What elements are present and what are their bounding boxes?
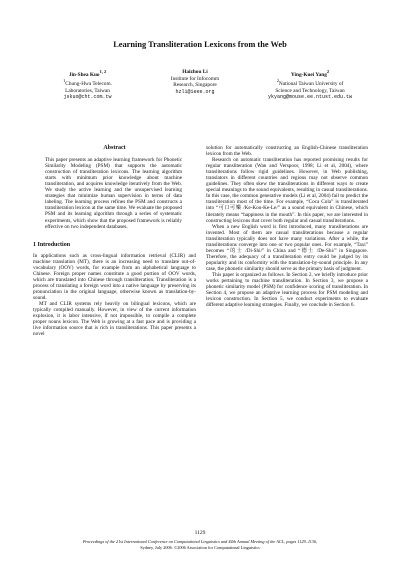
author-block-3 [245,69,375,101]
body-paragraph: When a new English word is first introduced, many transliterations are invented. Most of them are casual transliterations because a regular transliteration typically does not have many variations. After a while, the transliterations converge into one or two popular ones. For example, “Taxi” becomes “的士 /Di-Shi/” in China and “德士 /De-Shi/” in Singapore. Therefore, the adequacy of a transliteration entry could be judged by its popularity and its conformity with the translation-by-sound principle. In any case, the phonetic similarity should serve as the primary basis of judgment. [206,223,368,272]
author-affiliation-line2: Science and Technology, Taiwan [275,87,345,94]
author-affiliation-line2: Research, Singapore [173,82,217,89]
author-block-2 [145,69,245,95]
section-heading-introduction: 1 Introduction [33,241,71,248]
left-column [33,145,196,337]
body-paragraph: In applications such as cross-lingual information retrieval (CLIR) and machine translation (MT), there is an increasing need to translate out-of-vocabulary (OOV) words, for example from an alphabetical language to Chinese. Foreign proper names constitute a good portion of OOV words, which are translated into Chinese through transliteration. Transliteration is a process of translating a foreign word into a native language by preserving its pronunciation in the original language, otherwise known as translation-by-sound. [33,252,196,301]
body-paragraph: This paper is organized as follows. In Section 2, we briefly introduce prior works pertaining to machine transliteration. In Section 3, we propose a phonetic similarity model (PSM) for confidence scoring of transliteration. In Section 4, we propose an adaptive learning process for PSM modeling and lexicon construction. In Section 5, we conduct experiments to evaluate different adaptive learning strategies. Finally, we conclude in Section 6. [206,271,368,309]
proceedings-line: Proceedings of the 21st International Conference on Computational Linguistics and 44th Annual Meeting of the ACL, pages 1129–1136, [82,539,318,544]
author-email: hzli@ieee.org [175,88,215,95]
abstract-text: This paper presents an adaptive learning framework for Phonetic Similarity Modeling (PSM) that supports the automatic construction of transliteration lexicons. The learning algorithm starts with minimum prior knowledge about machine transliteration, and acquires knowledge iteratively from the Web. We study the active learning and the unsupervised learning strategies that minimize human supervision in terms of data labeling. The learning process refines the PSM and constructs a transliteration lexicon at the same time. We evaluate the proposed PSM and its learning algorithm through a series of systematic experiments, which show that the proposed framework is reliably effective on two independent databases. [45,157,182,230]
author-name: Jin-Shea Kuo$^{1, 2}$ [68,69,107,78]
proceedings-footer [30,539,370,550]
author-affiliation-line2: Laboratories, Taiwan [65,87,110,94]
right-column [206,145,368,308]
author-name: Ying-Kuei Yang$^2$ [290,69,330,78]
page-number: 1129 [194,530,206,536]
proceedings-line: Sydney, July 2006. ©2006 Association for Computational Linguistics [140,544,260,550]
body-paragraph: MT and CLIR systems rely heavily on bilingual lexicons, which are typically compiled manually. However, in view of the current information explosion, it is labor intensive, if not impossible, to compile a complete proper nouns lexicon. The Web is growing at a fast pace and is providing a live information source that is rich in transliterations. This paper presents a novel [33,301,196,338]
author-name: Haizhou Li [182,69,208,75]
author-block-1 [30,69,145,101]
author-affiliation: Institute for Infocomm [170,75,220,82]
author-email: jskuo@cht.com.tw [63,94,112,101]
body-paragraph: Research on automatic transliteration has reported promising results for regular transliteration (Wan and Verspoor, 1998; Li et al, 2004), where transliterations follow rigid guidelines. However, in Web publishing, translators in different countries and regions may not observe common guidelines. They often skew the transliterations in different ways to create special meanings to the sound equivalents, resulting in casual transliterations. In this case, the common generative models (Li et al, 2004) fail to predict the transliteration most of the time. For example, “Coca Cola” is transliterated into “可口可樂 /Ke-Kou-Ke-Le/” as a sound equivalent in Chinese, which literately means “happiness in the mouth”. In this paper, we are interested in constructing lexicons that cover both regular and casual transliterations. [206,157,368,224]
paper-title: Learning Transliteration Lexicons from the Web [113,40,287,49]
body-paragraph: solution for automatically constructing an English-Chinese transliteration lexicon from the Web. [206,145,368,158]
author-affiliation: $^1$Chung-Hwa Telecom. [63,78,112,88]
abstract-heading: Abstract [103,145,126,151]
author-affiliation: $^2$National Taiwan University of [276,78,344,88]
author-email: ykyang@mouse.ee.ntust.edu.tw [267,94,352,101]
